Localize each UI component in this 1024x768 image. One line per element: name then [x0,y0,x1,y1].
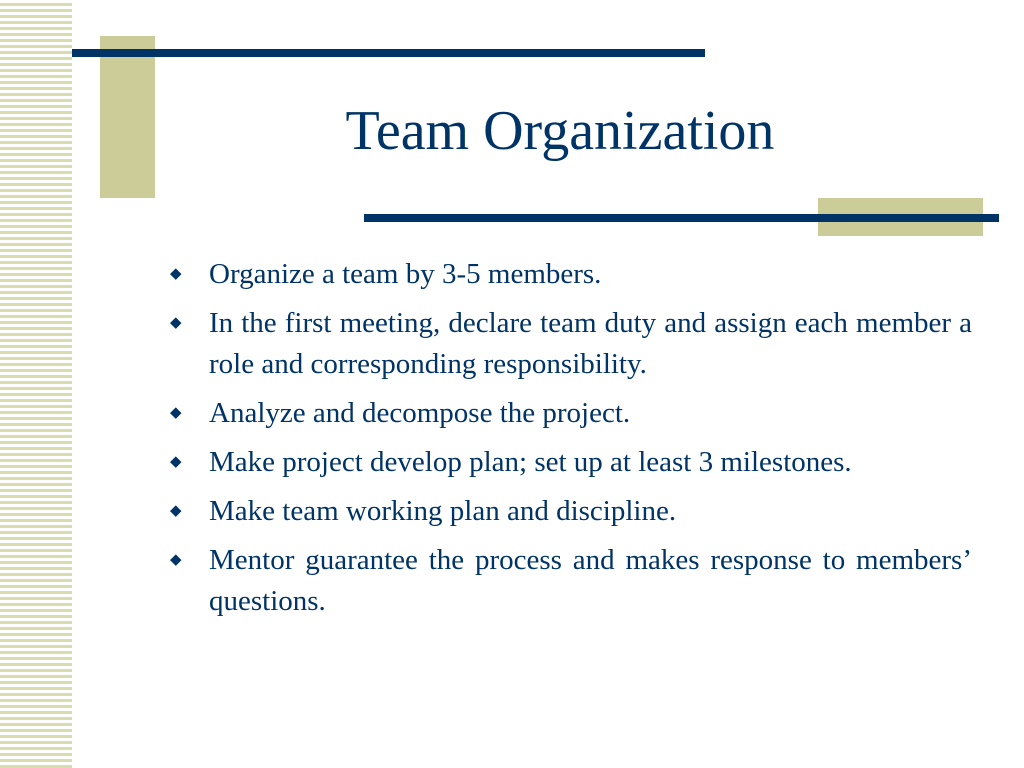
bullet-text: Make team working plan and discipline. [209,495,677,527]
slide-title: Team Organization [345,100,775,162]
bullet-item [170,491,972,532]
diamond-bullet-icon: ◆ [170,503,182,519]
diamond-bullet-icon: ◆ [170,315,182,331]
bullet-text: Analyze and decompose the project. [209,397,631,429]
bullet-text: Make project develop plan; set up at least 3 milestones. [209,446,852,478]
diamond-bullet-icon: ◆ [170,405,182,421]
bullet-item [170,442,972,483]
bullet-item [170,254,972,295]
bullet-item [170,540,972,622]
bullet-text: Mentor guarantee the process and makes response to members’ questions. [209,544,972,617]
diamond-bullet-icon: ◆ [170,552,182,568]
diamond-bullet-icon: ◆ [170,266,182,282]
bullet-text: In the first meeting, declare team duty and assign each member a role and corresponding responsibility. [209,307,972,380]
bullet-list [170,254,972,630]
bullet-item [170,393,972,434]
diamond-bullet-icon: ◆ [170,454,182,470]
navy-rule-top [72,49,705,57]
bullet-item [170,303,972,385]
left-stripe-decoration [0,0,72,768]
bullet-text: Organize a team by 3-5 members. [209,258,602,290]
tan-accent-block-top [100,36,155,198]
navy-rule-bottom [364,214,999,222]
